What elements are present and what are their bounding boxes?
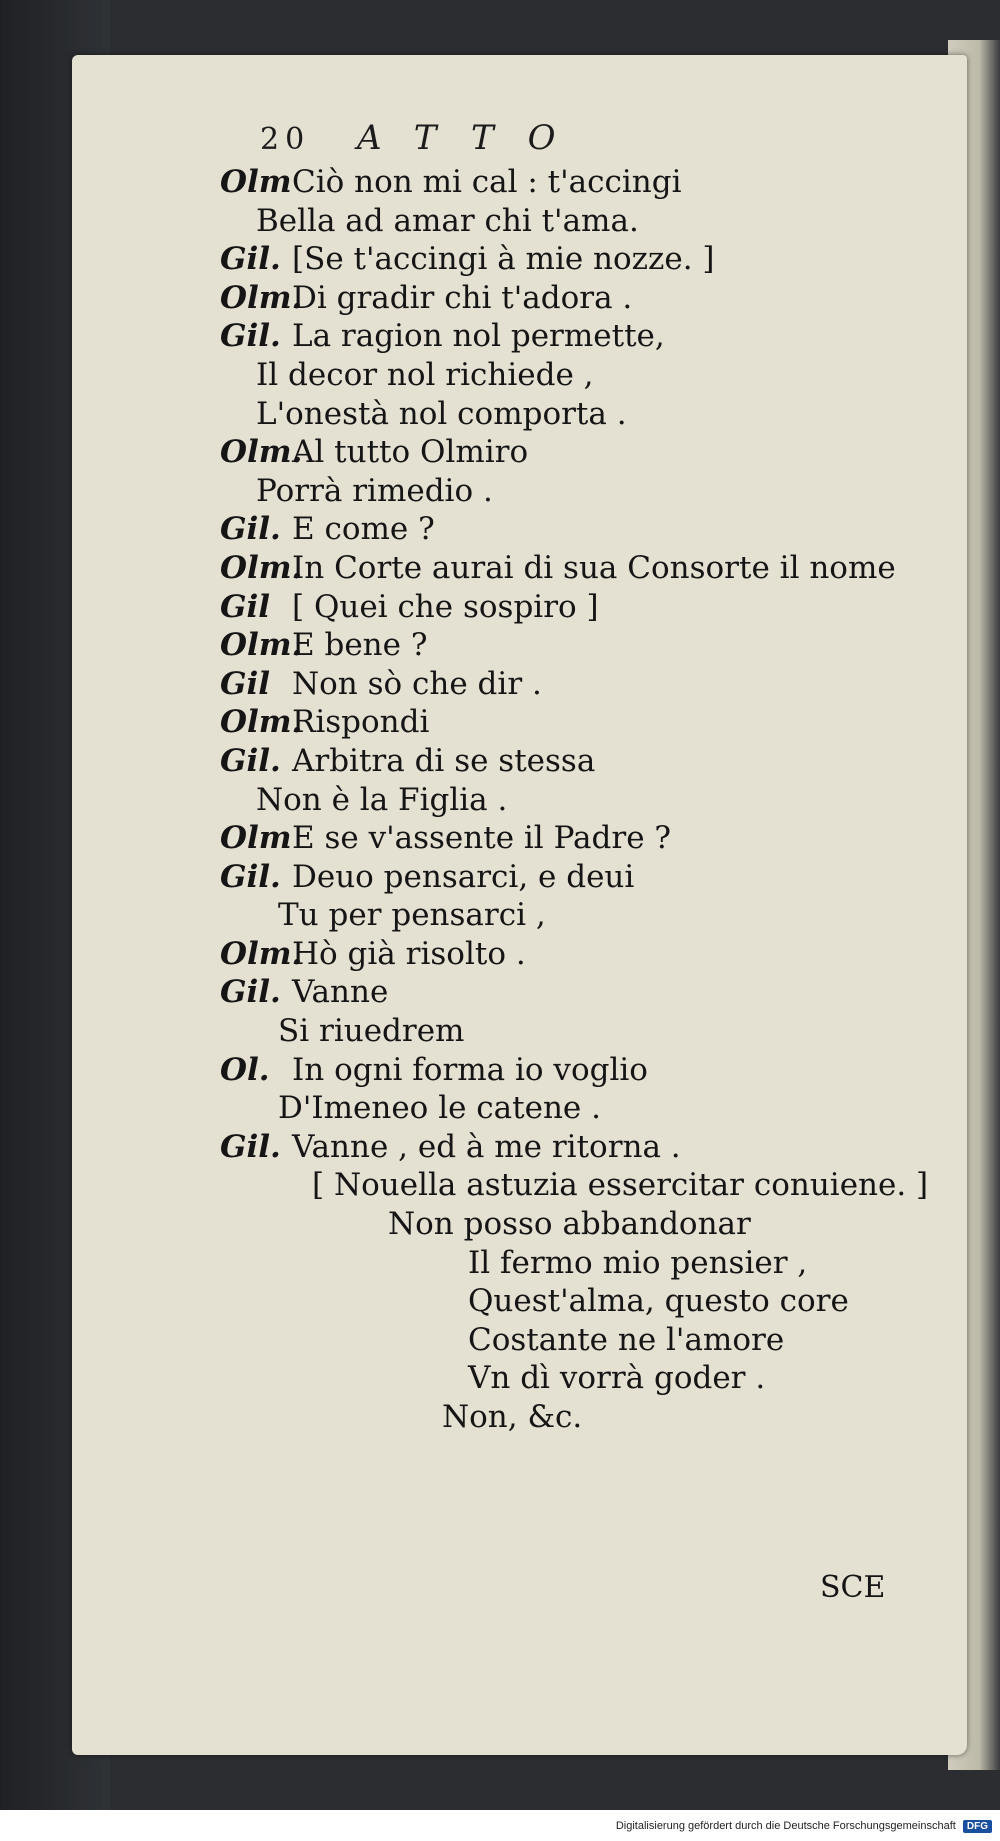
- text-line: [220, 510, 920, 549]
- speaker-label: Olm.: [220, 627, 303, 664]
- line-text: Deuo pensarci, e deui: [292, 858, 635, 895]
- footer-credit-text: Digitalisierung gefördert durch die Deutsche Forschungsgemeinschaft: [615, 1820, 956, 1832]
- line-text: Quest'alma, questo core: [468, 1283, 849, 1320]
- text-line: [220, 433, 920, 472]
- speaker-label: Gil.: [220, 318, 281, 355]
- text-line: [220, 588, 920, 627]
- line-text: La ragion nol permette,: [292, 318, 665, 355]
- line-text: D'Imeneo le catene .: [278, 1090, 601, 1127]
- speaker-label: Gil.: [220, 511, 281, 548]
- footer-credit: [616, 1820, 992, 1833]
- dialogue-text: [220, 163, 929, 1437]
- line-text: Al tutto Olmiro: [292, 434, 529, 471]
- speaker-label: Olm.: [220, 434, 303, 471]
- text-line: [220, 742, 920, 781]
- line-text: Tu per pensarci ,: [278, 897, 546, 934]
- dfg-logo: DFG: [963, 1820, 992, 1833]
- speaker-label: Ol.: [220, 1051, 270, 1088]
- speaker-label: Olm.: [220, 704, 303, 741]
- text-line: [220, 1244, 920, 1283]
- line-text: E bene ?: [292, 627, 428, 664]
- text-line: [220, 163, 920, 202]
- page-number: 20: [260, 122, 311, 157]
- speaker-label: Gil: [220, 665, 271, 702]
- text-line: [220, 472, 920, 511]
- text-line: [220, 1089, 920, 1128]
- text-line: [220, 549, 920, 588]
- line-text: E se v'assente il Padre ?: [292, 820, 672, 857]
- text-line: [220, 202, 920, 241]
- text-line: [220, 703, 920, 742]
- line-text: L'onestà nol comporta .: [256, 395, 627, 432]
- line-text: Ciò non mi cal : t'accingi: [292, 164, 682, 200]
- text-line: [220, 1282, 920, 1321]
- line-text: Porrà rimedio .: [256, 472, 493, 509]
- text-line: [220, 1321, 920, 1360]
- line-text: Arbitra di se stessa: [292, 742, 596, 779]
- speaker-label: Olm.: [220, 935, 303, 972]
- line-text: In ogni forma io voglio: [292, 1051, 648, 1088]
- line-text: [ Nouella astuzia essercitar conuiene. ]: [312, 1167, 929, 1204]
- speaker-label: Olm: [220, 164, 292, 200]
- text-line: [220, 819, 920, 858]
- text-line: [220, 356, 920, 395]
- speaker-label: Gil.: [220, 974, 281, 1011]
- text-line: [220, 1398, 920, 1437]
- line-text: Il fermo mio pensier ,: [468, 1244, 808, 1281]
- line-text: Vanne: [292, 974, 389, 1011]
- speaker-label: Olm.: [220, 549, 303, 586]
- text-line: [220, 896, 920, 935]
- text-line: [220, 626, 920, 665]
- running-title: ATTO: [357, 118, 590, 158]
- line-text: Hò già risolto .: [292, 935, 526, 972]
- text-line: [220, 317, 920, 356]
- text-line: [220, 1128, 920, 1167]
- speaker-label: Gil.: [220, 241, 281, 278]
- line-text: Non, &c.: [442, 1399, 583, 1435]
- line-text: Bella ad amar chi t'ama.: [256, 202, 639, 239]
- text-line: [220, 1166, 929, 1205]
- line-text: Costante ne l'amore: [468, 1321, 785, 1358]
- speaker-label: Gil.: [220, 742, 281, 779]
- line-text: Rispondi: [292, 704, 430, 741]
- line-text: Vn dì vorrà goder .: [468, 1360, 766, 1397]
- line-text: Non è la Figlia .: [256, 781, 508, 818]
- text-line: [220, 973, 920, 1012]
- text-line: [220, 858, 920, 897]
- line-text: Il decor nol richiede ,: [256, 356, 594, 393]
- text-line: [220, 935, 920, 974]
- text-line: [220, 395, 920, 434]
- text-line: [220, 240, 920, 279]
- text-line: [220, 279, 920, 318]
- text-line: [220, 781, 920, 820]
- line-text: Non sò che dir .: [292, 665, 542, 702]
- line-text: [Se t'accingi à mie nozze. ]: [292, 241, 715, 278]
- page-header: [260, 118, 590, 158]
- line-text: E come ?: [292, 511, 435, 548]
- catchword: SCE: [820, 1570, 886, 1605]
- speaker-label: Gil.: [220, 1128, 281, 1165]
- text-line: [220, 1205, 920, 1244]
- line-text: Si riuedrem: [278, 1013, 465, 1050]
- text-line: [220, 665, 920, 704]
- text-line: [220, 1051, 920, 1090]
- line-text: Vanne , ed à me ritorna .: [292, 1128, 681, 1165]
- line-text: In Corte aurai di sua Consorte il nome: [292, 549, 896, 586]
- text-line: [220, 1012, 920, 1051]
- line-text: Non posso abbandonar: [388, 1206, 751, 1243]
- text-line: [220, 1359, 920, 1398]
- speaker-label: Gil.: [220, 858, 281, 895]
- speaker-label: Gil: [220, 588, 271, 625]
- speaker-label: Olm.: [220, 279, 303, 316]
- speaker-label: Olm: [220, 820, 292, 857]
- line-text: Di gradir chi t'adora .: [292, 279, 633, 316]
- line-text: [ Quei che sospiro ]: [292, 588, 599, 625]
